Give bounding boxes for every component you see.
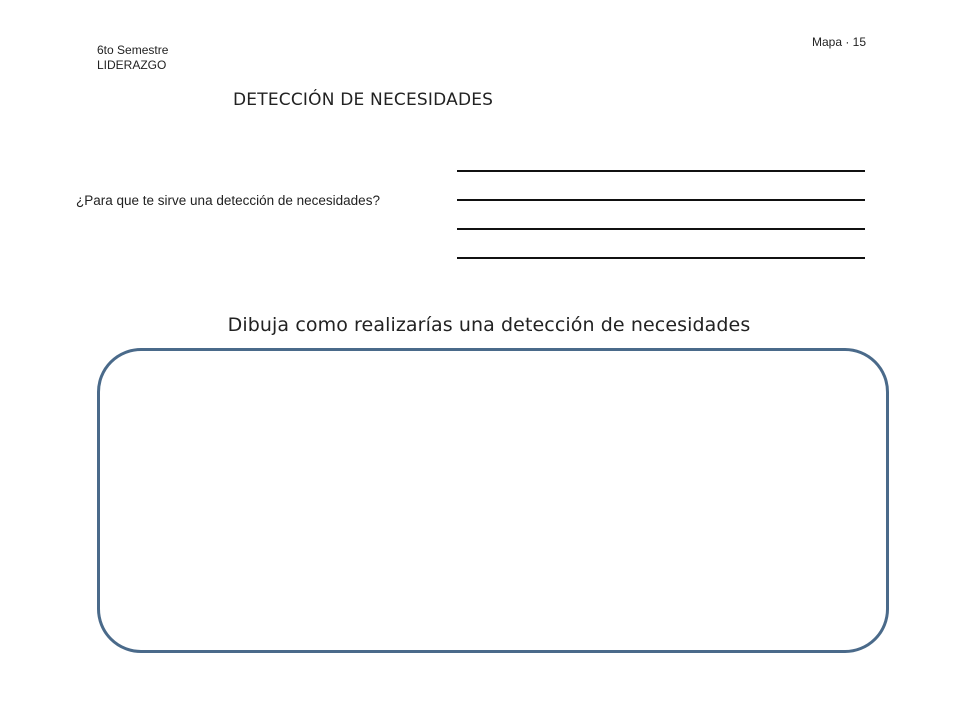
draw-prompt: Dibuja como realizarías una detección de necesidades [227,314,751,336]
page-label: Mapa · 15 [812,35,867,49]
subject-label: LIDERAZGO [97,58,167,72]
answer-line[interactable] [457,257,865,286]
semester-label: 6to Semestre [97,43,169,57]
answer-lines[interactable] [457,170,865,286]
answer-line[interactable] [457,199,865,228]
question-text: ¿Para que te sirve una detección de necesidades? [76,193,380,208]
answer-line[interactable] [457,170,865,199]
header-course-info [97,43,168,73]
answer-line[interactable] [457,228,865,257]
page-title: DETECCIÓN DE NECESIDADES [233,90,494,110]
drawing-area[interactable] [97,348,889,653]
